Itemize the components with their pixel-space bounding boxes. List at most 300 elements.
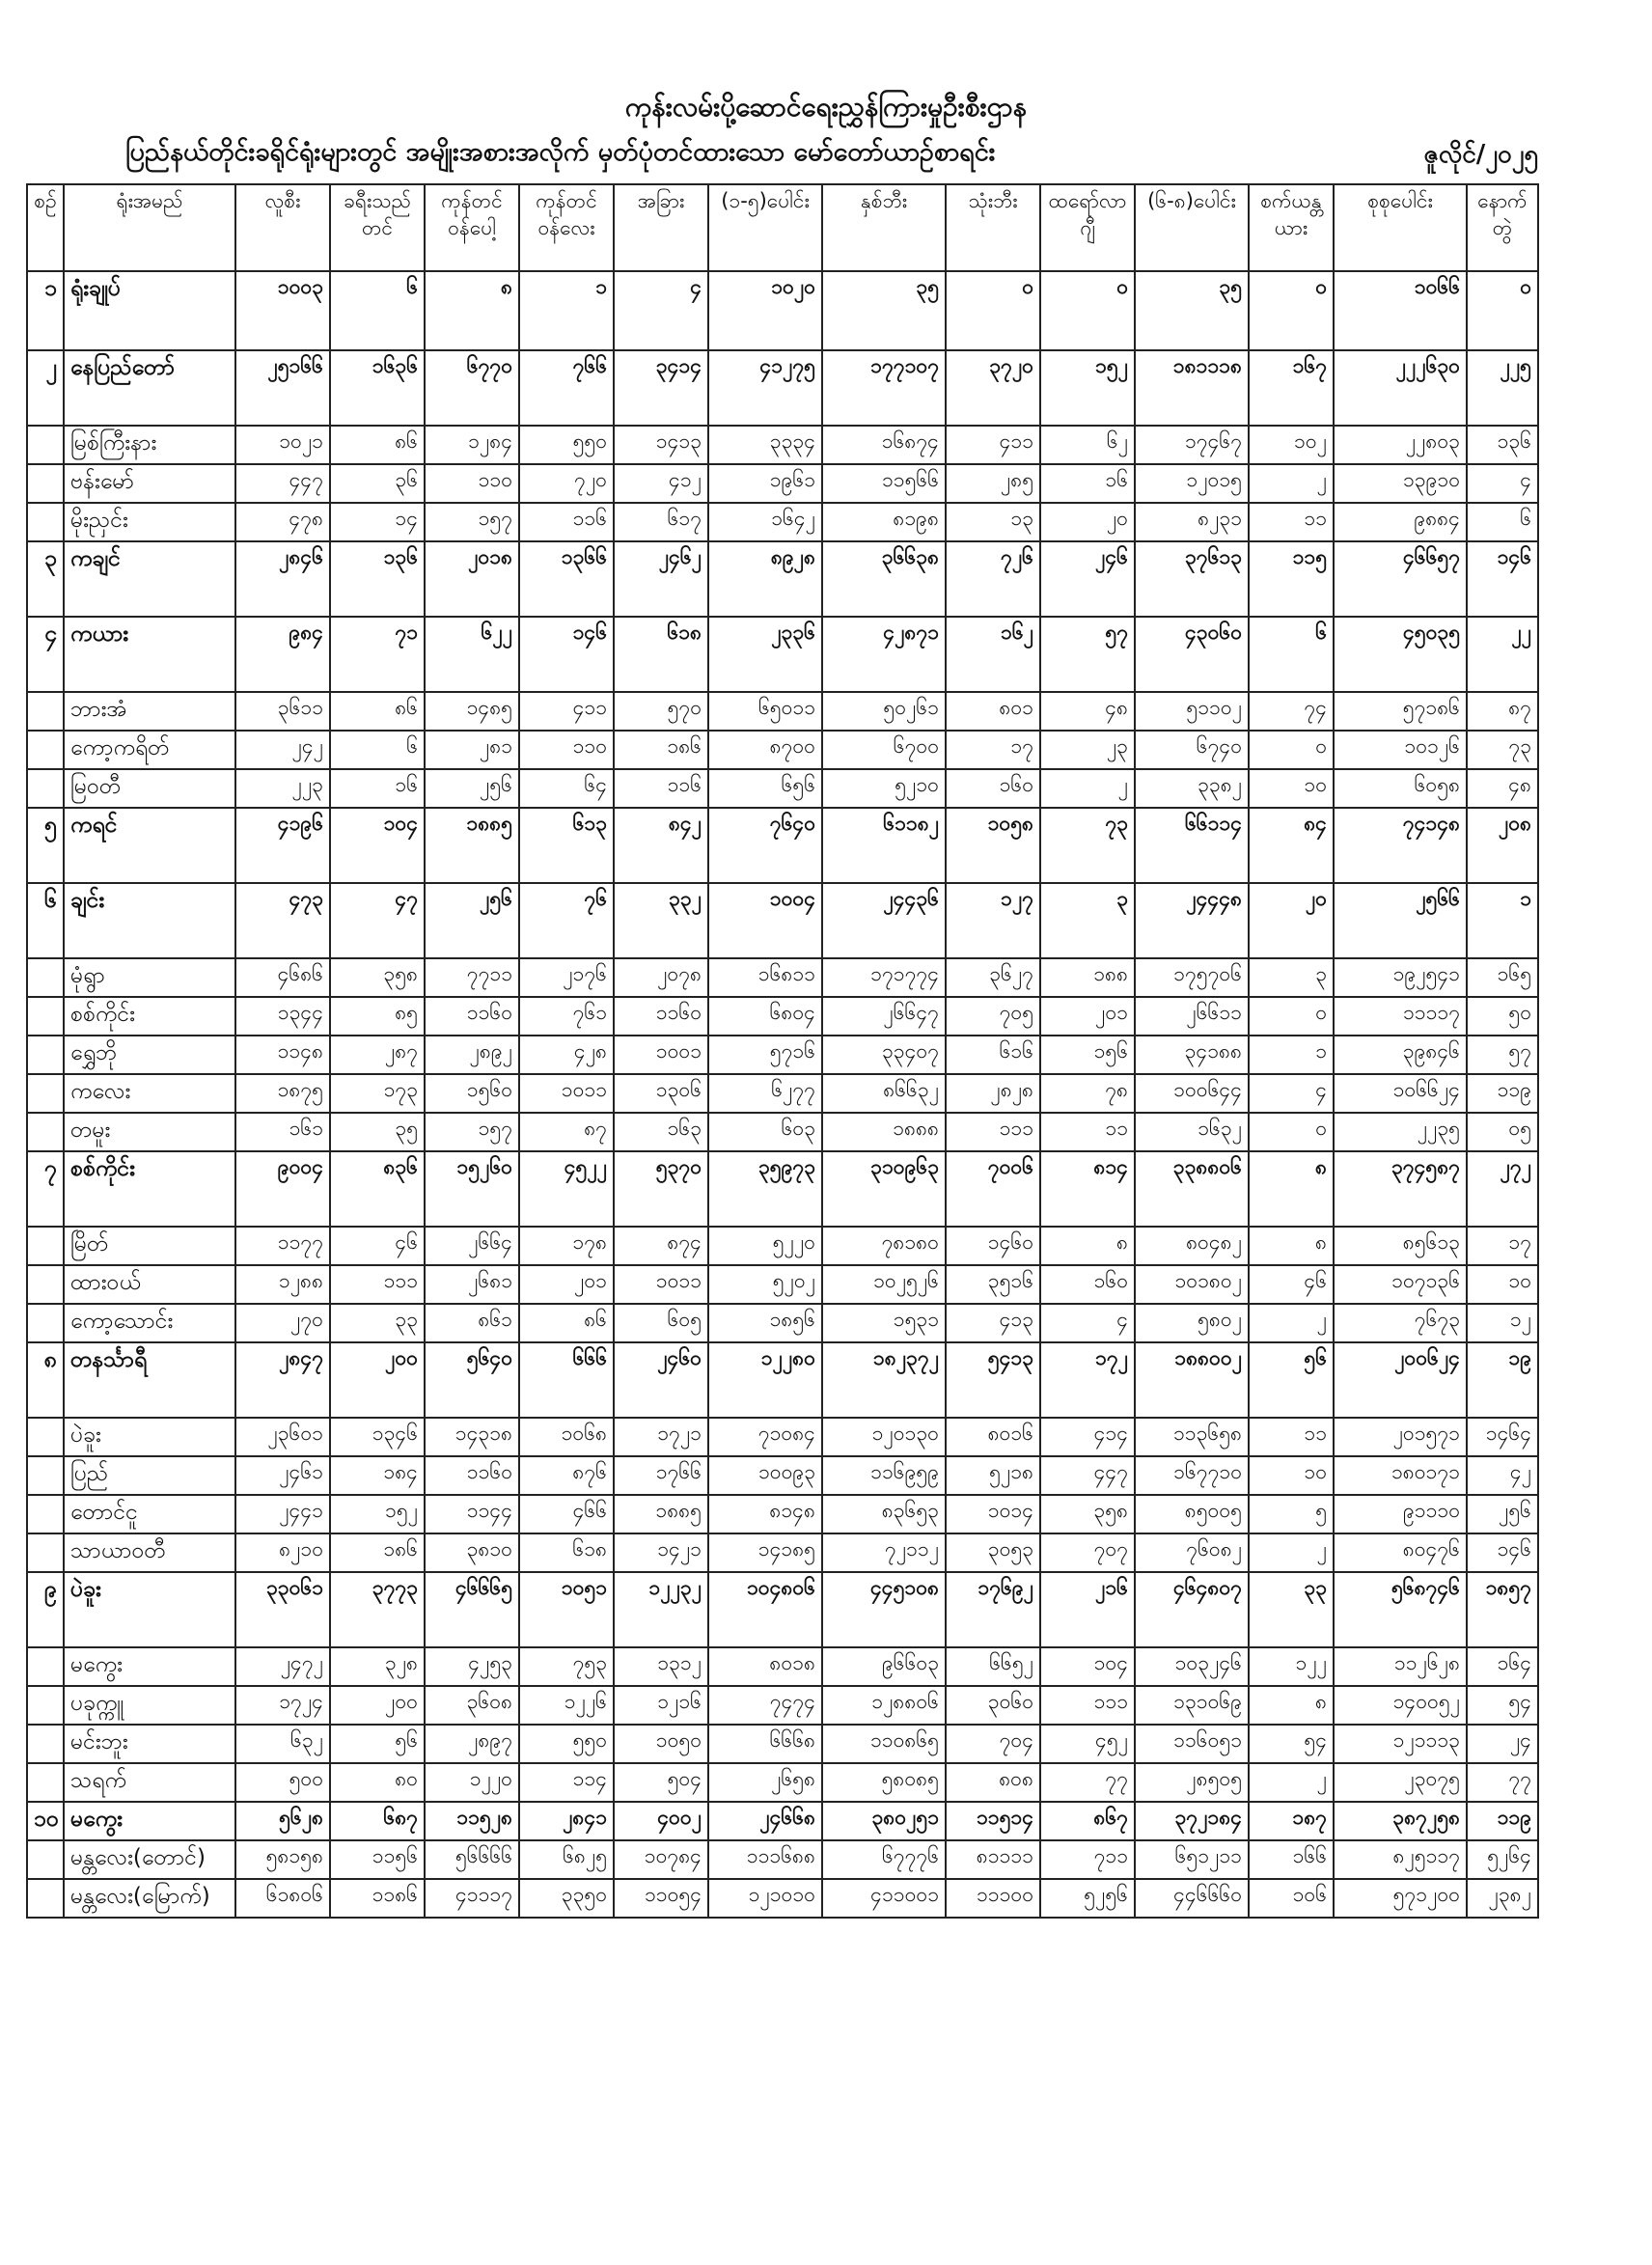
value-cell: ၁၉၆၁ [708,464,822,503]
value-cell: ၅၂၂၀ [708,1227,822,1265]
value-cell: ၈ [1249,1151,1334,1227]
office-name-cell: မိုးညှင်း [64,503,235,541]
table-row [27,731,1538,769]
serial-cell [27,1763,64,1802]
value-cell: ၆၀၃ [708,1113,822,1151]
value-cell: ၉၀၀၄ [235,1151,330,1227]
value-cell: ၁၅၃၁ [822,1304,946,1342]
value-cell: ၄၁၃ [946,1304,1040,1342]
value-cell: ၁၇၈ [519,1227,614,1265]
value-cell: ၁ [1467,883,1538,958]
value-cell: ၃၆၀၈ [425,1686,519,1725]
value-cell: ၃၄၁၄ [614,350,708,426]
value-cell: ၃၅၈ [1040,1495,1135,1533]
value-cell: ၈၀၄၈၂ [1135,1227,1249,1265]
value-cell: ၂၄၆ [1040,541,1135,617]
value-cell: ၁၂၇ [946,883,1040,958]
serial-cell [27,769,64,808]
value-cell: ၆၁၈၀၆ [235,1879,330,1918]
value-cell: ၅၀ [1467,997,1538,1036]
value-cell: ၁၄၆ [1467,541,1538,617]
value-cell: ၃၀၆၀ [946,1686,1040,1725]
value-cell: ၃၆၂၇ [946,958,1040,997]
value-cell: ၄၅၀၃၅ [1334,617,1467,692]
office-name-cell: နေပြည်တော် [64,350,235,426]
value-cell: ၅၆၄၀ [425,1342,519,1418]
value-cell: ၁၈၇ [1249,1802,1334,1840]
serial-cell [27,1418,64,1456]
column-header: စက်ယန္တယား [1249,184,1334,271]
value-cell: ၂၈၂၈ [946,1074,1040,1113]
table-row [27,1151,1538,1227]
value-cell: ၃၇၂၁၈၄ [1135,1802,1249,1840]
value-cell: ၅၁၁၀၂ [1135,692,1249,731]
value-cell: ၁၄၆၄ [1467,1418,1538,1456]
value-cell: ၃၇၂၀ [946,350,1040,426]
value-cell: ၁၆၇ [1249,350,1334,426]
office-name-cell: မကွေး [64,1647,235,1686]
value-cell: ၂ [1040,769,1135,808]
value-cell: ၁၁၄၈ [235,1036,330,1074]
value-cell: ၂၈၉၇ [425,1725,519,1763]
value-cell: ၅၇၁၈၆ [1334,692,1467,731]
value-cell: ၇၅၃ [519,1647,614,1686]
value-cell: ၆၇၀၀ [822,731,946,769]
value-cell: ၃၅ [822,271,946,350]
table-row [27,958,1538,997]
serial-cell [27,1495,64,1533]
value-cell: ၄၁၁၁၇ [425,1879,519,1918]
value-cell: ၄၄၇ [1040,1456,1135,1495]
value-cell: ၂၄၆၁ [235,1456,330,1495]
office-name-cell: မုံရွာ [64,958,235,997]
table-row [27,1533,1538,1572]
value-cell: ၄၂၅၃ [425,1647,519,1686]
value-cell: ၃၅၈ [330,958,425,997]
value-cell: ၅၅၀ [519,1725,614,1763]
value-cell: ၁၀၄ [1040,1647,1135,1686]
value-cell: ၀ [1249,271,1334,350]
office-name-cell: မကွေး [64,1802,235,1840]
value-cell: ၇၆၄၀ [708,808,822,883]
value-cell: ၃၃၄၀၇ [822,1036,946,1074]
value-cell: ၃၅၉၇၃ [708,1151,822,1227]
value-cell: ၁၂၂ [1249,1647,1334,1686]
value-cell: ၅၂၅၆ [1040,1879,1135,1918]
column-header: နောက်တွဲ [1467,184,1538,271]
value-cell: ၂၂၅ [1467,350,1538,426]
value-cell: ၈၆ [330,692,425,731]
value-cell: ၂၅၁၆၆ [235,350,330,426]
value-cell: ၄၆၄၈၀၇ [1135,1572,1249,1647]
value-cell: ၁၄၆ [1467,1533,1538,1572]
value-cell: ၁၇၂ [1040,1342,1135,1418]
value-cell: ၁၂၂၃၂ [614,1572,708,1647]
value-cell: ၃၈၁၀ [425,1533,519,1572]
value-cell: ၃၃၀၆၁ [235,1572,330,1647]
value-cell: ၆၆၁၁၄ [1135,808,1249,883]
value-cell: ၁၆၃၆ [330,350,425,426]
value-cell: ၂၃ [1040,731,1135,769]
value-cell: ၁၁၆၉၅၉ [822,1456,946,1495]
value-cell: ၅၃၇၀ [614,1151,708,1227]
value-cell: ၁၂ [1467,1304,1538,1342]
value-cell: ၁၅၇ [425,503,519,541]
value-cell: ၈၀၁၈ [708,1647,822,1686]
value-cell: ၁၃၁၀၆၉ [1135,1686,1249,1725]
value-cell: ၁၈၇၅ [235,1074,330,1113]
value-cell: ၁၉ [1467,1342,1538,1418]
value-cell: ၂ [1249,1533,1334,1572]
value-cell: ၁၈၆ [614,731,708,769]
value-cell: ၄၆၆၅၇ [1334,541,1467,617]
office-name-cell: ကော့သောင်း [64,1304,235,1342]
document-title: ကုန်းလမ်းပို့ဆောင်ရေးညွှန်ကြားမှုဦးစီးဌာန [624,91,1028,123]
value-cell: ၁၁၁၆၈၈ [708,1840,822,1879]
value-cell: ၁၆၆ [1249,1840,1334,1879]
value-cell: ၁၇၇၁၀၇ [822,350,946,426]
value-cell: ၁၀ [1249,769,1334,808]
table-row [27,541,1538,617]
value-cell: ၁၂၈၄ [425,426,519,464]
value-cell: ၁၂၁၁၁၃ [1334,1725,1467,1763]
report-date: ဇူလိုင်/၂၀၂၅ [1423,140,1538,169]
value-cell: ၂၄၄၃၆ [822,883,946,958]
value-cell: ၆၁၆ [946,1036,1040,1074]
value-cell: ၆၀၅၈ [1334,769,1467,808]
value-cell: ၈၆၇ [1040,1802,1135,1840]
value-cell: ၂၇၂ [1467,1151,1538,1227]
value-cell: ၁၁၅၆ [330,1840,425,1879]
serial-cell [27,1533,64,1572]
office-name-cell: မြိတ် [64,1227,235,1265]
value-cell: ၁၂၂၆ [519,1686,614,1725]
value-cell: ၁၃၄၄ [235,997,330,1036]
value-cell: ၃၂၈ [330,1647,425,1686]
value-cell: ၆ [1467,503,1538,541]
table-row [27,1763,1538,1802]
value-cell: ၂၀၈ [1467,808,1538,883]
value-cell: ၁၁၅၂၈ [425,1802,519,1840]
value-cell: ၁၇၃ [330,1074,425,1113]
table-row [27,1113,1538,1151]
value-cell: ၁၆၃ [614,1113,708,1151]
value-cell: ၆ [330,731,425,769]
table-row [27,808,1538,883]
value-cell: ၈၇ [1467,692,1538,731]
value-cell: ၁၁၄၄ [425,1495,519,1533]
value-cell: ၁၃၆ [330,541,425,617]
value-cell: ၂၅၆ [425,769,519,808]
office-name-cell: တောင်ငူ [64,1495,235,1533]
table-row [27,1802,1538,1840]
value-cell: ၈ [1249,1686,1334,1725]
serial-cell [27,692,64,731]
value-cell: ၂၁၆ [1040,1572,1135,1647]
table-header-row [27,184,1538,271]
value-cell: ၄၇၈ [235,503,330,541]
value-cell: ၁၆ [330,769,425,808]
value-cell: ၁၂၁၆ [614,1686,708,1725]
value-cell: ၁၀၆၆ [1334,271,1467,350]
value-cell: ၇၀၄ [946,1725,1040,1763]
value-cell: ၂၄၄၁ [235,1495,330,1533]
value-cell: ၄၁၁ [946,426,1040,464]
value-cell: ၆၈၇ [330,1802,425,1840]
office-name-cell: မန္တလေး(တောင်) [64,1840,235,1879]
value-cell: ၁၁၆၀၅၁ [1135,1725,1249,1763]
value-cell: ၅၂၁၀ [822,769,946,808]
value-cell: ၄၇ [330,883,425,958]
value-cell: ၁၆ [1040,464,1135,503]
table-row [27,1456,1538,1495]
serial-cell [27,1113,64,1151]
value-cell: ၃၇၆၁၃ [1135,541,1249,617]
value-cell: ၆၄ [519,769,614,808]
value-cell: ၇၄ [1249,692,1334,731]
table-row [27,1686,1538,1725]
value-cell: ၁၂၀၁၅ [1135,464,1249,503]
value-cell: ၈၃၆ [330,1151,425,1227]
value-cell: ၃၇၇၃ [330,1572,425,1647]
value-cell: ၂၄၄၄၈ [1135,883,1249,958]
value-cell: ၁၁၂၆၂၈ [1334,1647,1467,1686]
value-cell: ၇၂၀ [519,464,614,503]
value-cell: ၁၁ [1040,1113,1135,1151]
value-cell: ၂၃၆၀၁ [235,1418,330,1456]
office-name-cell: မြစ်ကြီးနား [64,426,235,464]
column-header: (၆-၈)ပေါင်း [1135,184,1249,271]
value-cell: ၄၁၉၆ [235,808,330,883]
value-cell: ၆၅၀၁၁ [708,692,822,731]
value-cell: ၂၆၈၁ [425,1265,519,1304]
value-cell: ၂၄၂ [235,731,330,769]
value-cell: ၁၆၃၂ [1135,1113,1249,1151]
value-cell: ၇၆၆ [519,350,614,426]
office-name-cell: တမူး [64,1113,235,1151]
office-name-cell: ပဲခူး [64,1572,235,1647]
table-row [27,1036,1538,1074]
value-cell: ၂၅၆၆ [1334,883,1467,958]
value-cell: ၃၆ [330,464,425,503]
value-cell: ၁၀၁၄ [946,1495,1040,1533]
table-row [27,997,1538,1036]
value-cell: ၁၂၈၈၀၆ [822,1686,946,1725]
value-cell: ၂၂၂၆၃၀ [1334,350,1467,426]
value-cell: ၃၆၁၁ [235,692,330,731]
value-cell: ၅ [1249,1495,1334,1533]
value-cell: ၆၀၅ [614,1304,708,1342]
serial-cell [27,731,64,769]
serial-cell [27,1074,64,1113]
value-cell: ၅၆ [1249,1342,1334,1418]
value-cell: ၁၁၆၀ [614,997,708,1036]
value-cell: ၃၈၇၂၅၈ [1334,1802,1467,1840]
value-cell: ၇၇ [1040,1763,1135,1802]
value-cell: ၇၁ [330,617,425,692]
value-cell: ၈၅ [330,997,425,1036]
table-row [27,1265,1538,1304]
value-cell: ၄၁၄ [1040,1418,1135,1456]
office-name-cell: ရုံးချုပ် [64,271,235,350]
value-cell: ၃၃၃၄ [708,426,822,464]
value-cell: ၇၁၁ [1040,1840,1135,1879]
value-cell: ၁၀၄ [330,808,425,883]
serial-cell [27,1227,64,1265]
value-cell: ၆၁၁၈၂ [822,808,946,883]
value-cell: ၁၁၁ [330,1265,425,1304]
value-cell: ၈၀ [330,1763,425,1802]
value-cell: ၈၁၉၈ [822,503,946,541]
value-cell: ၂၄၆၆၈ [708,1802,822,1840]
value-cell: ၁၆၈၇၄ [822,426,946,464]
value-cell: ၄၈ [1467,769,1538,808]
value-cell: ၁၁၃၆၅၈ [1135,1418,1249,1456]
value-cell: ၄၆၆ [519,1495,614,1533]
serial-cell [27,958,64,997]
value-cell: ၁၁၁၁၇ [1334,997,1467,1036]
value-cell: ၄၇၃ [235,883,330,958]
value-cell: ၁၄၆၀ [946,1227,1040,1265]
value-cell: ၁၅၇ [425,1113,519,1151]
value-cell: ၁၃၉၁၀ [1334,464,1467,503]
value-cell: ၆၁၃ [519,808,614,883]
office-name-cell: ပခုက္ကူ [64,1686,235,1725]
table-row [27,1725,1538,1763]
value-cell: ၁၁၆၀ [425,997,519,1036]
value-cell: ၈ [425,271,519,350]
document-subtitle: ပြည်နယ်တိုင်းခရိုင်ရုံးများတွင် အမျိုးအစားအလိုက် မှတ်ပုံတင်ထားသော မော်တော်ယာဉ်စာရင်း [125,137,996,167]
serial-cell: ၇ [27,1151,64,1227]
value-cell: ၁၇၂၄ [235,1686,330,1725]
value-cell: ၇၀၇ [1040,1533,1135,1572]
value-cell: ၀ [1467,271,1538,350]
value-cell: ၅၈၁၅၈ [235,1840,330,1879]
value-cell: ၅၇၁၂၀၀ [1334,1879,1467,1918]
value-cell: ၆၅၆ [708,769,822,808]
value-cell: ၄၁၁၀၀၁ [822,1879,946,1918]
value-cell: ၉၈၄ [235,617,330,692]
serial-cell: ၁၀ [27,1802,64,1840]
value-cell: ၁၁၇၇ [235,1227,330,1265]
value-cell: ၇၈၁၈၀ [822,1227,946,1265]
value-cell: ၂၅၆ [425,883,519,958]
value-cell: ၂၈၅၀၅ [1135,1763,1249,1802]
value-cell: ၅၄ [1249,1725,1334,1763]
value-cell: ၅၆ [330,1725,425,1763]
value-cell: ၁၂၀၁၃၀ [822,1418,946,1456]
table-row [27,769,1538,808]
serial-cell [27,464,64,503]
value-cell: ၅၆၆၆၆ [425,1840,519,1879]
office-name-cell: ထားဝယ် [64,1265,235,1304]
value-cell: ၁၃၆ [1467,426,1538,464]
value-cell: ၂၀ [1040,503,1135,541]
serial-cell: ၅ [27,808,64,883]
value-cell: ၈၀၁ [946,692,1040,731]
table-row [27,617,1538,692]
value-cell: ၅၆၂၈ [235,1802,330,1840]
value-cell: ၁၀၁၁ [614,1265,708,1304]
value-cell: ၁၄၈၅ [425,692,519,731]
value-cell: ၇၁၀၈၄ [708,1418,822,1456]
value-cell: ၂၀၁၈ [425,541,519,617]
value-cell: ၀ [1249,731,1334,769]
value-cell: ၁၁၉ [1467,1074,1538,1113]
value-cell: ၂၂ [1467,617,1538,692]
value-cell: ၅၇၀ [614,692,708,731]
serial-cell [27,1725,64,1763]
value-cell: ၅၂၁၈ [946,1456,1040,1495]
value-cell: ၂၂၈၀၃ [1334,426,1467,464]
value-cell: ၇၈ [1040,1074,1135,1113]
value-cell: ၁၆၇၇၁၀ [1135,1456,1249,1495]
value-cell: ၁၄ [330,503,425,541]
value-cell: ၃၁၀၉၆၃ [822,1151,946,1227]
value-cell: ၃၀၅၃ [946,1533,1040,1572]
serial-cell: ၆ [27,883,64,958]
value-cell: ၁၀၂ [1249,426,1334,464]
office-name-cell: ကယား [64,617,235,692]
value-cell: ၁၁၆၀ [425,1456,519,1495]
value-cell: ၇၇၁၁ [425,958,519,997]
column-header: လူစီး [235,184,330,271]
value-cell: ၂၂၃ [235,769,330,808]
value-cell: ၃ [1249,958,1334,997]
value-cell: ၂၄၇၂ [235,1647,330,1686]
value-cell: ၆၇၇၇၆ [822,1840,946,1879]
value-cell: ၅၄ [1467,1686,1538,1725]
value-cell: ၁၀၀၆၄၄ [1135,1074,1249,1113]
value-cell: ၁၆၈၁၁ [708,958,822,997]
value-cell: ၇၆၀၈၂ [1135,1533,1249,1572]
value-cell: ၁၇၅၇၀၆ [1135,958,1249,997]
value-cell: ၁၇ [946,731,1040,769]
value-cell: ၂၂၃၅ [1334,1113,1467,1151]
value-cell: ၆၆၆ [519,1342,614,1418]
value-cell: ၆၇၄၀ [1135,731,1249,769]
value-cell: ၁၂၂၈၀ [708,1342,822,1418]
value-cell: ၄၅၂၂ [519,1151,614,1227]
value-cell: ၄၀၀၂ [614,1802,708,1840]
value-cell: ၂၀၀ [330,1342,425,1418]
value-cell: ၃၃၈၈၀၆ [1135,1151,1249,1227]
value-cell: ၁၆၁ [235,1113,330,1151]
value-cell: ၁၄၆ [519,617,614,692]
table-row [27,1342,1538,1418]
serial-cell [27,1456,64,1495]
value-cell: ၄ [614,271,708,350]
table-row [27,1572,1538,1647]
value-cell: ၁၀၁၂၆ [1334,731,1467,769]
value-cell: ၀ [1249,1113,1334,1151]
value-cell: ၁၀၇၁၃၆ [1334,1265,1467,1304]
office-name-cell: သရက် [64,1763,235,1802]
vehicle-registration-table [26,183,1539,1919]
value-cell: ၂၈၄၁ [519,1802,614,1840]
value-cell: ၁၅၆ [1040,1036,1135,1074]
table-row [27,1074,1538,1113]
value-cell: ၁၁၀၈၆၅ [822,1725,946,1763]
value-cell: ၇၃ [1040,808,1135,883]
value-cell: ၈၅၆၁၃ [1334,1227,1467,1265]
value-cell: ၁၄၁၃ [614,426,708,464]
value-cell: ၁၀ [1249,1456,1334,1495]
value-cell: ၈၁၁၁၁ [946,1840,1040,1879]
value-cell: ၁၂၈၈ [235,1265,330,1304]
value-cell: ၂၆၆၁၁ [1135,997,1249,1036]
column-header: စုစုပေါင်း [1334,184,1467,271]
